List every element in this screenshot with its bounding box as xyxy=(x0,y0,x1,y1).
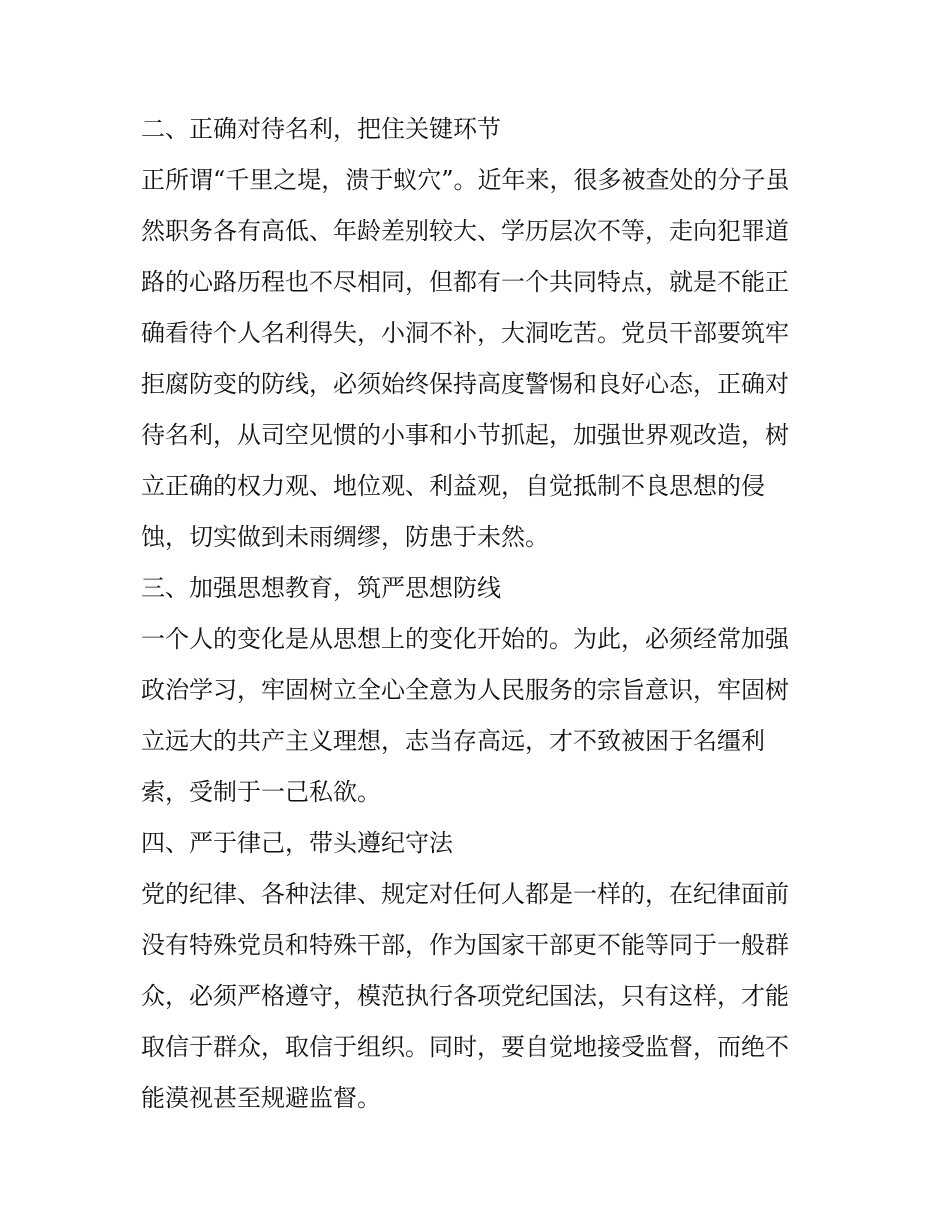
paragraph-line: 能漠视甚至规避监督。 xyxy=(141,1084,381,1112)
paragraph-line: 索，受制于一己私欲。 xyxy=(141,778,381,806)
paragraph-line: 取信于群众，取信于组织。同时，要自觉地接受监督，而绝不 xyxy=(141,1033,789,1061)
paragraph-line: 拒腐防变的防线，必须始终保持高度警惕和良好心态，正确对 xyxy=(141,370,789,398)
section-4 xyxy=(141,818,821,1124)
paragraph-line: 立远大的共产主义理想，志当存高远，才不致被困于名缰利 xyxy=(141,727,765,755)
paragraph-line: 正所谓“千里之堤，溃于蚁穴”。近年来，很多被查处的分子虽 xyxy=(141,166,790,194)
section-heading: 二、正确对待名利，把住关键环节 xyxy=(141,115,501,143)
paragraph-line: 党的纪律、各种法律、规定对任何人都是一样的，在纪律面前 xyxy=(141,880,789,908)
section-3 xyxy=(141,563,821,818)
section-2 xyxy=(141,104,821,563)
paragraph-line: 没有特殊党员和特殊干部，作为国家干部更不能等同于一般群 xyxy=(141,931,789,959)
paragraph-line: 众，必须严格遵守，模范执行各项党纪国法，只有这样，才能 xyxy=(141,982,789,1010)
paragraph-line: 路的心路历程也不尽相同，但都有一个共同特点，就是不能正 xyxy=(141,268,789,296)
paragraph-line: 蚀，切实做到未雨绸缪，防患于未然。 xyxy=(141,523,549,551)
paragraph-line: 一个人的变化是从思想上的变化开始的。为此，必须经常加强 xyxy=(141,625,789,653)
paragraph-line: 立正确的权力观、地位观、利益观，自觉抵制不良思想的侵 xyxy=(141,472,765,500)
paragraph-line: 确看待个人名利得失，小洞不补，大洞吃苦。党员干部要筑牢 xyxy=(141,319,789,347)
section-heading: 四、严于律己，带头遵纪守法 xyxy=(141,829,453,857)
section-heading: 三、加强思想教育，筑严思想防线 xyxy=(141,574,501,602)
paragraph-line: 政治学习，牢固树立全心全意为人民服务的宗旨意识，牢固树 xyxy=(141,676,789,704)
paragraph-line: 待名利，从司空见惯的小事和小节抓起，加强世界观改造，树 xyxy=(141,421,789,449)
paragraph-line: 然职务各有高低、年龄差别较大、学历层次不等，走向犯罪道 xyxy=(141,217,789,245)
document-body xyxy=(141,104,821,1124)
